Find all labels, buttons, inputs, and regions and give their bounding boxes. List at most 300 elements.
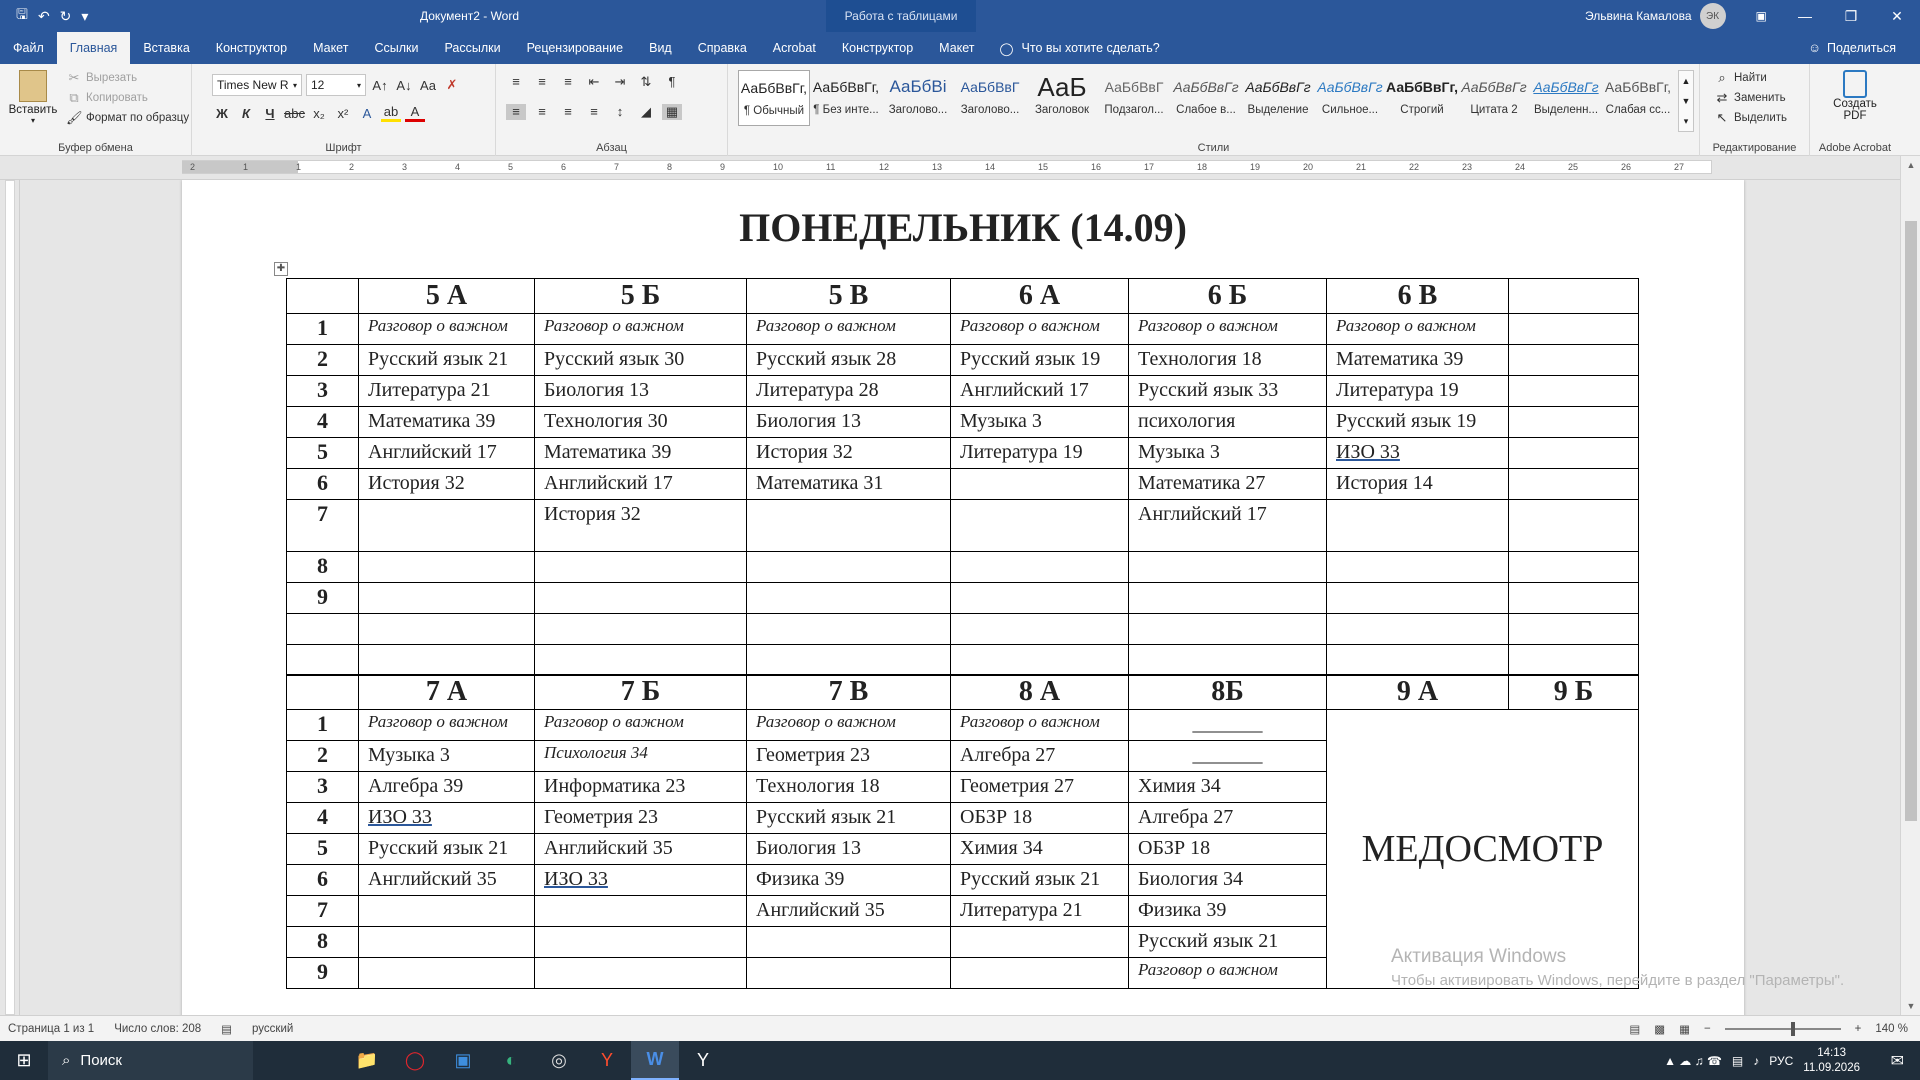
highlight-icon[interactable]: ab: [381, 104, 401, 122]
lightbulb-icon: ◯: [999, 41, 1014, 56]
lesson-cell[interactable]: [747, 741, 951, 772]
lesson-text: ИЗО 33: [544, 868, 608, 890]
lesson-cell[interactable]: [951, 583, 1129, 614]
schedule-table-2[interactable]: [286, 674, 1639, 989]
lesson-number[interactable]: 8: [287, 927, 359, 958]
align-right-icon[interactable]: ≡: [564, 104, 572, 119]
lesson-cell[interactable]: [1129, 500, 1327, 552]
clock[interactable]: 14:13 11.09.2026: [1803, 1046, 1860, 1074]
share-button[interactable]: [1808, 41, 1896, 55]
lesson-cell[interactable]: [1327, 645, 1509, 676]
lesson-number[interactable]: 1: [287, 710, 359, 741]
windows-start-icon[interactable]: ⊞: [16, 1050, 32, 1070]
lesson-cell[interactable]: [1129, 407, 1327, 438]
lesson-cell[interactable]: [535, 376, 747, 407]
lesson-cell[interactable]: [747, 958, 951, 989]
lesson-cell[interactable]: [1129, 865, 1327, 896]
quick-access-toolbar: [0, 4, 400, 28]
lesson-number[interactable]: 9: [287, 958, 359, 989]
avatar[interactable]: ЭК: [1700, 3, 1726, 29]
increase-indent-icon[interactable]: ⇥: [614, 74, 626, 89]
lesson-cell[interactable]: [747, 772, 951, 803]
replace-button[interactable]: ⇄ Заменить: [1714, 88, 1787, 108]
lesson-cell[interactable]: [951, 469, 1129, 500]
vertical-ruler[interactable]: [0, 180, 20, 1015]
notifications-icon[interactable]: ✉: [1890, 1052, 1904, 1070]
tab-review[interactable]: Рецензирование: [526, 41, 624, 55]
lesson-cell[interactable]: [359, 469, 535, 500]
font-color-icon[interactable]: A: [405, 104, 425, 122]
class-header[interactable]: [287, 279, 359, 314]
lesson-cell[interactable]: [951, 345, 1129, 376]
lesson-cell[interactable]: [535, 552, 747, 583]
close-icon[interactable]: ✕: [1891, 7, 1903, 24]
lesson-cell[interactable]: [535, 583, 747, 614]
read-mode-icon[interactable]: ▤: [1629, 1023, 1641, 1036]
lesson-cell[interactable]: [359, 772, 535, 803]
line-spacing-icon[interactable]: ↕: [616, 104, 624, 119]
lesson-cell[interactable]: [359, 345, 535, 376]
class-header[interactable]: 7 В: [747, 675, 951, 710]
lesson-number[interactable]: 2: [287, 345, 359, 376]
lesson-cell[interactable]: [359, 927, 535, 958]
lesson-cell[interactable]: [1129, 803, 1327, 834]
lesson-text: Разговор о важном: [368, 316, 508, 335]
lesson-cell[interactable]: [359, 710, 535, 741]
lesson-cell[interactable]: [535, 469, 747, 500]
style-subtle-reference[interactable]: АаБбВвГг, Слабая сс...: [1604, 79, 1672, 116]
lesson-cell[interactable]: [747, 500, 951, 552]
volume-icon[interactable]: ♪: [1753, 1053, 1760, 1068]
lesson-cell[interactable]: [359, 896, 535, 927]
lesson-cell[interactable]: [747, 552, 951, 583]
zoom-in-icon[interactable]: +: [1854, 1022, 1862, 1035]
multilevel-list-icon[interactable]: ≡: [564, 74, 572, 89]
tab-mailings[interactable]: Рассылки: [444, 41, 501, 55]
lesson-cell[interactable]: [1129, 741, 1327, 772]
class-header[interactable]: 9 А: [1327, 675, 1509, 710]
lesson-cell[interactable]: [747, 645, 951, 676]
lesson-cell[interactable]: [951, 438, 1129, 469]
lesson-cell[interactable]: [747, 865, 951, 896]
ruler-number: 6: [561, 162, 567, 172]
paste-label: Вставить: [8, 104, 58, 116]
borders-icon[interactable]: ▦: [662, 104, 682, 120]
lesson-cell[interactable]: [1327, 469, 1509, 500]
lesson-cell[interactable]: [359, 803, 535, 834]
lesson-cell[interactable]: [535, 314, 747, 345]
input-language[interactable]: РУС: [1769, 1053, 1794, 1068]
lesson-cell[interactable]: [951, 552, 1129, 583]
font-size-combo[interactable]: 12 ▾: [306, 74, 366, 96]
lesson-text: Разговор о важном: [544, 316, 684, 335]
lesson-cell[interactable]: [951, 834, 1129, 865]
style-subtle-emphasis[interactable]: АаБбВвГг Слабое в...: [1173, 79, 1239, 116]
style-quote[interactable]: АаБбВвГг Цитата 2: [1461, 79, 1527, 116]
lesson-cell[interactable]: [1509, 500, 1639, 552]
text-effects-icon[interactable]: A: [362, 105, 372, 121]
style-no-spacing[interactable]: АаБбВвГг, ¶ Без инте...: [812, 79, 880, 116]
lesson-cell[interactable]: [1129, 583, 1327, 614]
lesson-cell[interactable]: [1509, 376, 1639, 407]
edge-icon[interactable]: ◐: [505, 1050, 517, 1070]
tab-file[interactable]: Файл: [13, 41, 44, 55]
lesson-text: Музыка 3: [368, 744, 450, 766]
lesson-number[interactable]: 9: [287, 583, 359, 614]
tray-icons[interactable]: ▲ ☁ ♫ ☎: [1664, 1053, 1722, 1068]
lesson-cell[interactable]: [747, 345, 951, 376]
restore-icon[interactable]: ❐: [1844, 7, 1858, 24]
person-icon: ☺: [1808, 41, 1821, 55]
subscript-icon[interactable]: x₂: [313, 105, 325, 121]
horizontal-ruler[interactable]: [0, 156, 1920, 180]
lesson-cell[interactable]: [747, 407, 951, 438]
lesson-cell[interactable]: [535, 803, 747, 834]
lesson-cell[interactable]: [1327, 583, 1509, 614]
lesson-cell[interactable]: [747, 614, 951, 645]
schedule-table-1[interactable]: [286, 278, 1639, 676]
yandex-browser-icon[interactable]: Y: [696, 1050, 709, 1070]
ruler-number: 1: [243, 162, 249, 172]
lesson-cell[interactable]: [535, 345, 747, 376]
lesson-cell[interactable]: [1327, 438, 1509, 469]
chrome-icon[interactable]: ◎: [551, 1050, 567, 1070]
lesson-cell[interactable]: [951, 614, 1129, 645]
class-header[interactable]: 8 А: [951, 675, 1129, 710]
page-title[interactable]: ПОНЕДЕЛЬНИК (14.09): [739, 205, 1187, 250]
lesson-cell[interactable]: [1129, 345, 1327, 376]
system-tray: [1664, 1046, 1860, 1076]
lesson-number[interactable]: 4: [287, 407, 359, 438]
format-painter-button[interactable]: 🖌 Формат по образцу: [66, 110, 190, 125]
lesson-cell[interactable]: [1509, 345, 1639, 376]
lesson-cell[interactable]: [1129, 927, 1327, 958]
tab-view[interactable]: Вид: [649, 41, 672, 55]
lesson-cell[interactable]: [951, 927, 1129, 958]
lesson-number[interactable]: 7: [287, 896, 359, 927]
lesson-cell[interactable]: [1129, 314, 1327, 345]
lesson-cell[interactable]: [747, 314, 951, 345]
style-heading-2[interactable]: АаБбВвГ Заголово...: [960, 79, 1020, 116]
scroll-thumb[interactable]: [1905, 221, 1917, 821]
find-button[interactable]: ⌕ Найти: [1714, 68, 1787, 88]
lesson-cell[interactable]: [359, 438, 535, 469]
lesson-text: _______: [1192, 713, 1263, 735]
redo-icon[interactable]: ↻: [59, 7, 72, 24]
lesson-cell[interactable]: [359, 314, 535, 345]
lesson-cell[interactable]: [747, 834, 951, 865]
language-indicator[interactable]: русский: [252, 1022, 294, 1035]
lesson-cell[interactable]: [535, 614, 747, 645]
lesson-cell[interactable]: [1129, 834, 1327, 865]
lesson-cell[interactable]: [951, 314, 1129, 345]
lesson-text: Литература 19: [960, 441, 1083, 463]
lesson-cell[interactable]: [359, 741, 535, 772]
ruler-number: 12: [879, 162, 890, 172]
lesson-cell[interactable]: [747, 927, 951, 958]
lesson-cell[interactable]: [1129, 710, 1327, 741]
lesson-cell[interactable]: [1129, 772, 1327, 803]
paste-button[interactable]: [8, 70, 58, 125]
lesson-cell[interactable]: [1327, 345, 1509, 376]
lesson-cell[interactable]: [535, 710, 747, 741]
lesson-cell[interactable]: [1509, 645, 1639, 676]
tab-help[interactable]: Справка: [697, 41, 747, 55]
shading-icon[interactable]: ◢: [641, 104, 651, 119]
cut-button[interactable]: ✂ Вырезать: [66, 68, 189, 88]
lesson-cell[interactable]: [951, 958, 1129, 989]
lesson-cell[interactable]: [1129, 469, 1327, 500]
lesson-cell[interactable]: [359, 407, 535, 438]
style-title[interactable]: АаБ Заголовок: [1034, 72, 1090, 116]
underline-button[interactable]: Ч: [265, 105, 275, 121]
lesson-number[interactable]: 4: [287, 803, 359, 834]
lesson-cell[interactable]: [1509, 407, 1639, 438]
word-app-icon[interactable]: W: [631, 1041, 679, 1080]
class-header[interactable]: 5 Б: [535, 279, 747, 314]
word-count[interactable]: Число слов: 208: [114, 1022, 202, 1035]
lesson-cell[interactable]: [359, 645, 535, 676]
tab-insert[interactable]: Вставка: [143, 41, 190, 55]
lesson-cell[interactable]: [1327, 407, 1509, 438]
lesson-cell[interactable]: [535, 500, 747, 552]
file-explorer-icon[interactable]: 📁: [355, 1050, 379, 1070]
tab-acrobat[interactable]: Acrobat: [772, 41, 816, 55]
shrink-font-icon[interactable]: A↓: [396, 77, 412, 93]
lesson-text: Физика 39: [756, 868, 845, 890]
tab-design[interactable]: Конструктор: [215, 41, 288, 55]
tab-references[interactable]: Ссылки: [374, 41, 419, 55]
table-header-row: [287, 279, 1639, 314]
lesson-cell[interactable]: [1129, 614, 1327, 645]
lesson-cell[interactable]: [1327, 376, 1509, 407]
lesson-cell[interactable]: [951, 865, 1129, 896]
lesson-cell[interactable]: [359, 376, 535, 407]
lesson-cell[interactable]: [1327, 314, 1509, 345]
class-header[interactable]: 7 Б: [535, 675, 747, 710]
clear-format-icon[interactable]: ✗: [446, 77, 458, 92]
class-header[interactable]: 6 Б: [1129, 279, 1327, 314]
store-icon[interactable]: ▣: [454, 1050, 472, 1070]
strikethrough-icon[interactable]: abc: [284, 105, 305, 121]
minimize-icon[interactable]: —: [1798, 7, 1812, 24]
style-emphasis[interactable]: АаБбВвГг Выделение: [1245, 79, 1311, 116]
lesson-cell[interactable]: [1129, 376, 1327, 407]
lesson-number[interactable]: 6: [287, 865, 359, 896]
numbering-icon[interactable]: ≡: [538, 74, 546, 89]
lesson-number[interactable]: [287, 614, 359, 645]
lesson-cell[interactable]: [359, 834, 535, 865]
search-icon: ⌕: [1718, 70, 1726, 85]
lesson-cell[interactable]: [359, 958, 535, 989]
lesson-cell[interactable]: [747, 710, 951, 741]
copy-button[interactable]: ⧉ Копировать: [66, 88, 189, 108]
lesson-cell[interactable]: [535, 927, 747, 958]
lesson-cell[interactable]: [1509, 552, 1639, 583]
chevron-down-icon: ▾: [292, 80, 297, 90]
select-button[interactable]: ↖ Выделить: [1714, 108, 1787, 128]
lesson-number[interactable]: [287, 645, 359, 676]
decrease-indent-icon[interactable]: ⇤: [588, 74, 600, 89]
align-left-icon[interactable]: ≡: [506, 104, 526, 120]
grow-font-icon[interactable]: A↑: [372, 77, 388, 93]
network-icon[interactable]: ▤: [1731, 1053, 1744, 1068]
page[interactable]: [182, 180, 1744, 1015]
justify-icon[interactable]: ≡: [590, 104, 598, 119]
lesson-number[interactable]: 6: [287, 469, 359, 500]
lesson-cell[interactable]: [747, 376, 951, 407]
style-intense-emphasis[interactable]: АаБбВвГг Сильное...: [1317, 79, 1383, 116]
lesson-number[interactable]: 7: [287, 500, 359, 552]
lesson-text: Технология 18: [1138, 348, 1262, 370]
tab-layout[interactable]: Макет: [313, 41, 349, 55]
lesson-cell[interactable]: [951, 407, 1129, 438]
lesson-cell[interactable]: [1129, 896, 1327, 927]
lesson-cell[interactable]: [951, 803, 1129, 834]
zoom-out-icon[interactable]: −: [1703, 1022, 1711, 1035]
class-header[interactable]: 6 А: [951, 279, 1129, 314]
ruler-number: 1: [296, 162, 302, 172]
tell-me-box[interactable]: [1000, 41, 1160, 56]
lesson-cell[interactable]: [951, 741, 1129, 772]
lesson-cell[interactable]: [951, 376, 1129, 407]
class-header[interactable]: 5 А: [359, 279, 535, 314]
font-name-combo[interactable]: Times New R ▾: [212, 74, 302, 96]
lesson-number[interactable]: 2: [287, 741, 359, 772]
medosmotr-cell[interactable]: МЕДОСМОТР: [1327, 710, 1639, 989]
user-account[interactable]: [1585, 3, 1767, 29]
customize-qat-icon[interactable]: ▾: [81, 7, 89, 24]
lesson-cell[interactable]: [1509, 469, 1639, 500]
lesson-cell[interactable]: [747, 583, 951, 614]
zoom-slider[interactable]: [1725, 1028, 1841, 1030]
lesson-cell[interactable]: [1129, 552, 1327, 583]
ruler-number: 20: [1303, 162, 1314, 172]
lesson-cell[interactable]: [951, 645, 1129, 676]
lesson-cell[interactable]: [951, 772, 1129, 803]
lesson-cell[interactable]: [359, 500, 535, 552]
lesson-cell[interactable]: [535, 438, 747, 469]
lesson-cell[interactable]: [1509, 438, 1639, 469]
style-subtitle[interactable]: АаБбВвГ Подзагол...: [1104, 79, 1164, 116]
lesson-cell[interactable]: [535, 958, 747, 989]
scroll-down-icon[interactable]: ▼: [1906, 1001, 1916, 1011]
create-pdf-button[interactable]: Создать PDF: [1828, 70, 1882, 122]
save-icon[interactable]: 🖫: [16, 6, 28, 22]
tab-home[interactable]: Главная: [57, 32, 131, 64]
taskbar-search[interactable]: ⌕ Поиск: [48, 1041, 253, 1080]
lesson-cell[interactable]: [951, 500, 1129, 552]
vertical-scrollbar[interactable]: [1900, 156, 1920, 1015]
lesson-number[interactable]: 5: [287, 834, 359, 865]
group-styles: [728, 64, 1700, 156]
table-row: [287, 345, 1639, 376]
lesson-number[interactable]: 1: [287, 314, 359, 345]
lesson-cell[interactable]: [1129, 438, 1327, 469]
ribbon-display-icon[interactable]: ▣: [1755, 9, 1767, 23]
class-header[interactable]: [287, 675, 359, 710]
sort-icon[interactable]: ⇅: [640, 74, 652, 89]
lesson-number[interactable]: 5: [287, 438, 359, 469]
italic-button[interactable]: К: [242, 105, 250, 121]
zoom-level[interactable]: 140 %: [1875, 1022, 1908, 1035]
proofing-icon[interactable]: ▤: [221, 1023, 233, 1036]
lesson-text: Биология 13: [544, 379, 650, 401]
lesson-text: Биология 13: [756, 837, 862, 859]
lesson-cell[interactable]: [747, 803, 951, 834]
scroll-up-icon[interactable]: ▲: [1906, 160, 1916, 170]
opera-icon[interactable]: ◯: [404, 1050, 426, 1070]
pilcrow-icon[interactable]: ¶: [668, 74, 676, 89]
lesson-cell[interactable]: [359, 865, 535, 896]
class-header[interactable]: [1509, 279, 1639, 314]
lesson-cell[interactable]: [747, 469, 951, 500]
styles-scroll[interactable]: ▲ ▼ ▾: [1678, 70, 1694, 132]
print-layout-icon[interactable]: ▩: [1654, 1023, 1666, 1036]
lesson-cell[interactable]: [359, 614, 535, 645]
lesson-cell[interactable]: [359, 583, 535, 614]
lesson-cell[interactable]: [1509, 583, 1639, 614]
table-move-handle[interactable]: ✚: [274, 262, 288, 276]
lesson-number[interactable]: 3: [287, 772, 359, 803]
class-header[interactable]: 7 А: [359, 675, 535, 710]
document-area[interactable]: [20, 180, 1900, 1015]
lesson-cell[interactable]: [535, 896, 747, 927]
yandex-icon[interactable]: Y: [600, 1050, 613, 1070]
lesson-cell[interactable]: [535, 865, 747, 896]
lesson-cell[interactable]: [535, 834, 747, 865]
lesson-cell[interactable]: [951, 896, 1129, 927]
lesson-cell[interactable]: [1129, 958, 1327, 989]
lesson-cell[interactable]: [1509, 314, 1639, 345]
lesson-cell[interactable]: [535, 772, 747, 803]
lesson-number[interactable]: 3: [287, 376, 359, 407]
lesson-text: психология: [1138, 410, 1236, 432]
lesson-cell[interactable]: [1327, 500, 1509, 552]
lesson-cell[interactable]: [359, 552, 535, 583]
lesson-cell[interactable]: [1327, 552, 1509, 583]
class-header[interactable]: 6 В: [1327, 279, 1509, 314]
lesson-cell[interactable]: [535, 407, 747, 438]
class-header[interactable]: 8Б: [1129, 675, 1327, 710]
lesson-cell[interactable]: [535, 741, 747, 772]
page-count[interactable]: Страница 1 из 1: [8, 1022, 95, 1035]
lesson-cell[interactable]: [535, 645, 747, 676]
align-center-icon[interactable]: ≡: [538, 104, 546, 119]
lesson-cell[interactable]: [747, 438, 951, 469]
lesson-cell[interactable]: [951, 710, 1129, 741]
style-strong[interactable]: АаБбВвГг, Строгий: [1386, 79, 1458, 116]
tab-table-layout[interactable]: Макет: [939, 41, 975, 55]
style-intense-quote[interactable]: АаБбВвГг Выделенн...: [1533, 79, 1599, 116]
lesson-cell[interactable]: [1327, 614, 1509, 645]
lesson-cell[interactable]: [1129, 645, 1327, 676]
class-header[interactable]: 9 Б: [1509, 675, 1639, 710]
tab-table-design[interactable]: Конструктор: [841, 41, 914, 55]
lesson-number[interactable]: 8: [287, 552, 359, 583]
bold-button[interactable]: Ж: [216, 105, 228, 121]
lesson-cell[interactable]: [747, 896, 951, 927]
bullets-icon[interactable]: ≡: [512, 74, 520, 89]
undo-icon[interactable]: ↶: [37, 7, 50, 24]
lesson-cell[interactable]: [1509, 614, 1639, 645]
superscript-icon[interactable]: x²: [337, 105, 349, 121]
class-header[interactable]: 5 В: [747, 279, 951, 314]
change-case-icon[interactable]: Aa: [420, 77, 436, 93]
web-layout-icon[interactable]: ▦: [1679, 1023, 1690, 1036]
style-normal[interactable]: АаБбВвГг, ¶ Обычный: [738, 70, 810, 126]
style-heading-1[interactable]: АаБбВі Заголово...: [888, 77, 948, 116]
